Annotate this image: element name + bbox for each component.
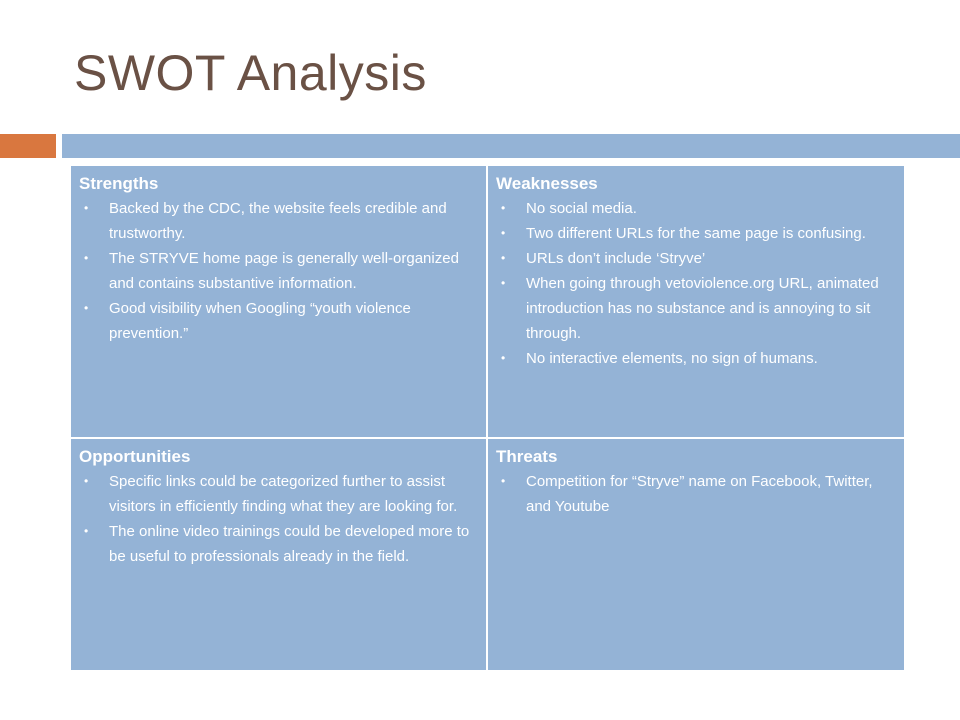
slide-title: SWOT Analysis bbox=[74, 45, 427, 101]
bullet-icon: • bbox=[501, 276, 506, 290]
threats-heading: Threats bbox=[496, 447, 558, 466]
list-item: • The online video trainings could be developed more to be useful to professionals already in the field. bbox=[79, 519, 478, 569]
bullet-icon: • bbox=[84, 301, 89, 315]
list-item: • Competition for “Stryve” name on Facebook, Twitter, and Youtube bbox=[496, 469, 896, 519]
threats-cell bbox=[488, 439, 904, 670]
weaknesses-cell bbox=[488, 166, 904, 437]
weaknesses-heading: Weaknesses bbox=[496, 174, 598, 193]
bullet-icon: • bbox=[84, 201, 89, 215]
weaknesses-list bbox=[496, 196, 896, 371]
bullet-icon: • bbox=[501, 201, 506, 215]
list-item: • No interactive elements, no sign of humans. bbox=[496, 346, 896, 371]
swot-table bbox=[71, 166, 904, 670]
bullet-icon: • bbox=[84, 474, 89, 488]
threats-list bbox=[496, 469, 896, 519]
list-item: • Good visibility when Googling “youth violence prevention.” bbox=[79, 296, 478, 346]
strengths-heading: Strengths bbox=[79, 174, 159, 193]
bullet-icon: • bbox=[501, 226, 506, 240]
list-item: • No social media. bbox=[496, 196, 896, 221]
bullet-icon: • bbox=[501, 351, 506, 365]
bullet-icon: • bbox=[501, 474, 506, 488]
list-item: • Two different URLs for the same page is confusing. bbox=[496, 221, 896, 246]
list-item: • Backed by the CDC, the website feels credible and trustworthy. bbox=[79, 196, 478, 246]
list-item: • Specific links could be categorized further to assist visitors in efficiently finding what they are looking for. bbox=[79, 469, 478, 519]
bullet-icon: • bbox=[501, 251, 506, 265]
list-item: • URLs don’t include ‘Stryve’ bbox=[496, 246, 896, 271]
opportunities-list bbox=[79, 469, 478, 569]
opportunities-cell bbox=[71, 439, 486, 670]
list-item: • The STRYVE home page is generally well-organized and contains substantive information. bbox=[79, 246, 478, 296]
bullet-icon: • bbox=[84, 524, 89, 538]
bullet-icon: • bbox=[84, 251, 89, 265]
accent-bar-orange bbox=[0, 134, 56, 158]
list-item: • When going through vetoviolence.org URL, animated introduction has no substance and is annoying to sit through. bbox=[496, 271, 896, 346]
strengths-list bbox=[79, 196, 478, 346]
accent-bar-blue bbox=[62, 134, 960, 158]
opportunities-heading: Opportunities bbox=[79, 447, 191, 466]
strengths-cell bbox=[71, 166, 486, 437]
